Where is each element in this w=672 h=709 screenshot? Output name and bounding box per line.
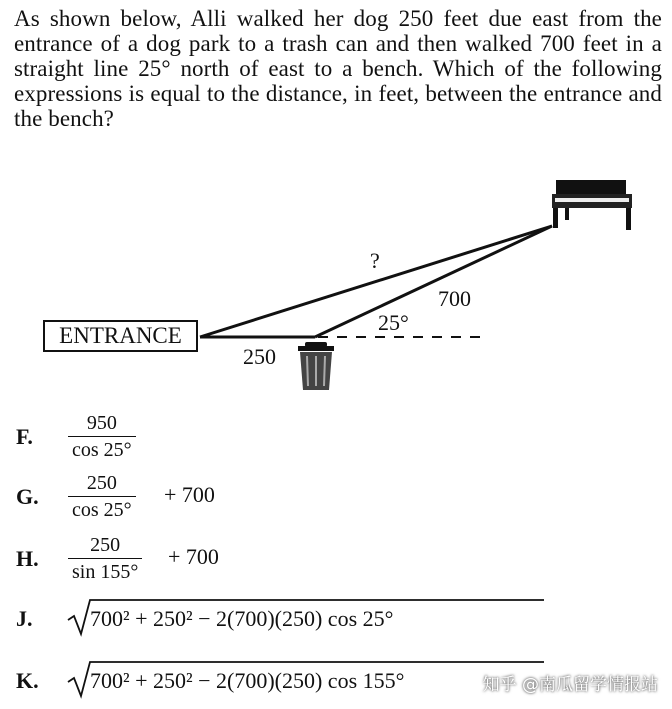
- bench-icon: [552, 180, 632, 230]
- choice-letter: K.: [16, 668, 39, 693]
- fraction: [68, 470, 136, 523]
- numerator: 250: [68, 532, 142, 559]
- angle-label: 25°: [378, 310, 409, 335]
- denominator: sin 155°: [72, 561, 139, 583]
- trash-to-bench-line: [315, 226, 552, 337]
- choice-letter: G.: [16, 484, 39, 509]
- entrance-label: ENTRANCE: [43, 320, 198, 352]
- numerator: 950: [68, 410, 136, 437]
- trash-can-icon: [298, 342, 334, 390]
- choice-j[interactable]: [16, 598, 576, 642]
- watermark: 知乎 @南瓜留学情报站: [482, 675, 658, 695]
- question-text: As shown below, Alli walked her dog 250 feet due east from the entrance of a dog park to a trash can and then walked 700 feet in a straight line 25° north of east to a bench. Which of the following expressions is equal to the distance, in feet, between the entrance and the bench?: [14, 6, 662, 131]
- fraction: [68, 532, 142, 585]
- choice-h[interactable]: [16, 532, 316, 588]
- choice-f[interactable]: [16, 410, 316, 466]
- square-root: [66, 598, 546, 638]
- choice-letter: J.: [16, 606, 33, 631]
- radicand: 700² + 250² − 2(700)(250) cos 155°: [90, 668, 405, 693]
- segment-250-label: 250: [243, 344, 276, 369]
- choice-letter: F.: [16, 424, 33, 449]
- unknown-distance-label: ?: [370, 248, 380, 273]
- choice-letter: H.: [16, 546, 39, 571]
- radicand: 700² + 250² − 2(700)(250) cos 25°: [90, 606, 394, 631]
- fraction: [68, 410, 136, 463]
- choice-g[interactable]: [16, 470, 316, 526]
- denominator: cos 25°: [72, 439, 132, 461]
- square-root: [66, 660, 546, 700]
- plus-term: + 700: [168, 544, 219, 569]
- plus-term: + 700: [164, 482, 215, 507]
- numerator: 250: [68, 470, 136, 497]
- diagram: [0, 165, 672, 405]
- entrance-to-bench-line: [200, 226, 552, 337]
- segment-700-label: 700: [438, 286, 471, 311]
- denominator: cos 25°: [72, 499, 132, 521]
